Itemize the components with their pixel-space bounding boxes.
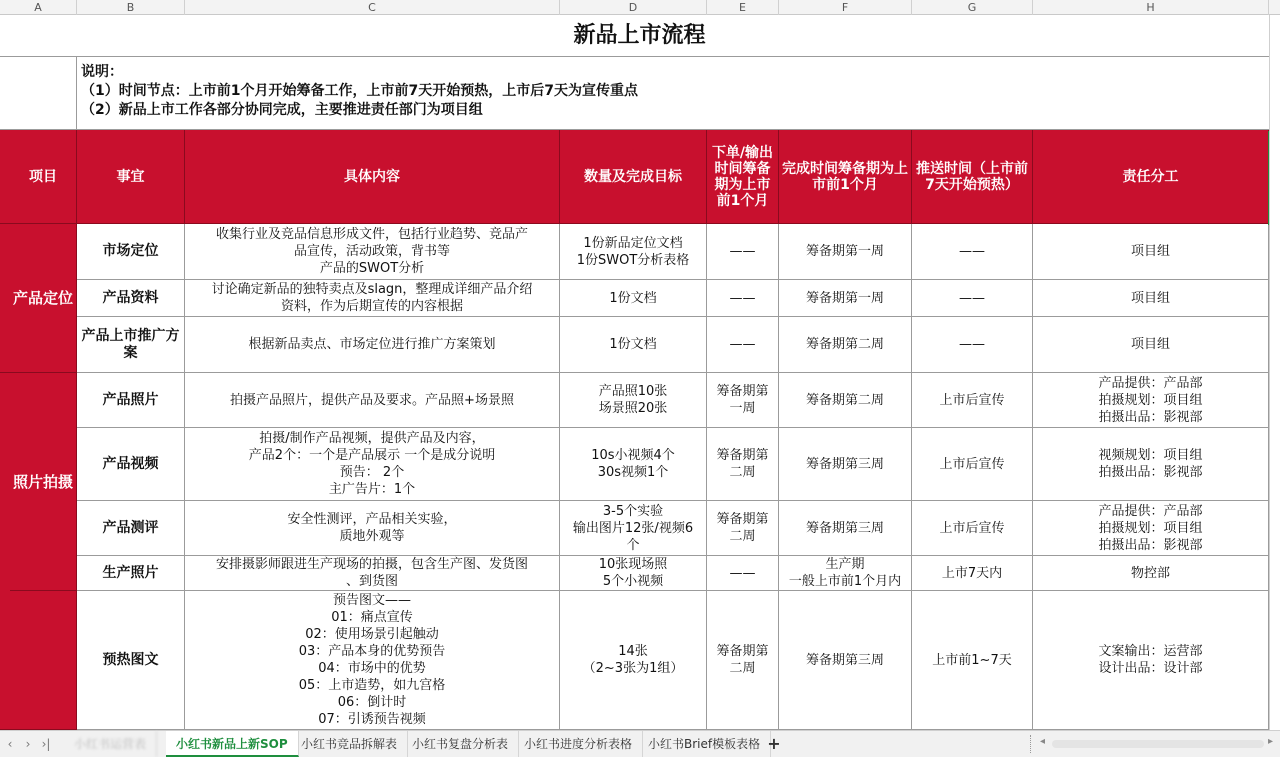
complete-time-cell[interactable] (779, 591, 912, 730)
target-cell-text: 30s视频1个 (597, 465, 669, 480)
content-cell-text: 讨论确定新品的独特卖点及slagn，整理成详细产品介绍 (211, 282, 533, 297)
order-time-cell[interactable] (707, 373, 779, 428)
column-header-bar (0, 0, 1280, 15)
content-cell-text: 品宣传，活动政策，背书等 (293, 244, 450, 259)
complete-time-cell[interactable] (779, 501, 912, 556)
content-cell-text: 01：痛点宣传 (331, 610, 413, 625)
tab-xhs-new-product-sop[interactable]: 小红书新品上新SOP (166, 731, 299, 757)
category-blank[interactable] (10, 591, 77, 730)
push-time-cell[interactable] (912, 428, 1033, 501)
matter-cell[interactable] (77, 373, 185, 428)
push-time-cell-text: 上市后宣传 (939, 392, 1005, 408)
target-cell-text: 1份文档 (609, 290, 657, 306)
header-owner[interactable]: 责任分工 (1033, 130, 1269, 224)
matter-cell-text: 预热图文 (102, 651, 159, 668)
sheet-right-edge (1269, 15, 1280, 730)
push-time-cell-text: 上市7天内 (941, 565, 1003, 581)
header-matter[interactable]: 事宜 (77, 130, 185, 224)
content-cell-text: 拍摄/制作产品视频，提供产品及内容， (259, 431, 485, 446)
complete-time-cell[interactable] (779, 428, 912, 501)
content-cell[interactable] (185, 317, 560, 373)
complete-time-cell[interactable] (779, 556, 912, 591)
content-cell[interactable] (185, 556, 560, 591)
content-cell-text: 产品的SWOT分析 (319, 261, 425, 276)
content-cell-text: 07：引诱预告视频 (318, 712, 426, 727)
content-cell-text: 02：使用场景引起触动 (305, 627, 439, 642)
header-target[interactable]: 数量及完成目标 (560, 130, 707, 224)
owner-cell[interactable] (1033, 501, 1269, 556)
content-cell-text: 05：上市造势，如九宫格 (298, 678, 446, 693)
target-cell-text: 1份新品定位文档 (583, 235, 683, 251)
scrollbar-track[interactable] (1052, 740, 1264, 748)
column-header-g[interactable]: G (912, 0, 1033, 15)
owner-cell[interactable] (1033, 317, 1269, 373)
order-time-cell-text: 筹备期第 (716, 512, 769, 527)
owner-cell[interactable] (1033, 591, 1269, 730)
target-cell[interactable] (560, 501, 707, 556)
target-cell[interactable] (560, 373, 707, 428)
push-time-cell-text: 上市后宣传 (939, 456, 1005, 472)
owner-cell[interactable] (1033, 280, 1269, 317)
push-time-cell[interactable] (912, 373, 1033, 428)
target-cell[interactable] (560, 428, 707, 501)
content-cell[interactable] (185, 501, 560, 556)
order-time-cell-text: 二周 (729, 529, 756, 544)
scroll-right-icon[interactable]: ▸ (1268, 736, 1274, 747)
content-cell-text: 预告： 2个 (339, 465, 405, 480)
owner-cell-text: 设计出品：设计部 (1098, 661, 1203, 676)
target-cell-text: 10s小视频4个 (591, 448, 675, 463)
target-cell-text: （2~3张为1组） (582, 661, 684, 676)
order-time-cell-text: —— (729, 244, 756, 259)
matter-cell-text: 生产照片 (102, 564, 159, 581)
content-cell-text: 质地外观等 (339, 529, 405, 544)
owner-cell-text: 拍摄出品：影视部 (1098, 409, 1203, 425)
content-cell-text: 、到货图 (345, 574, 398, 589)
complete-time-cell-text: 筹备期第三周 (805, 520, 884, 536)
content-cell[interactable] (185, 428, 560, 501)
sheet-title[interactable]: 新品上市流程 (10, 15, 1269, 57)
matter-cell[interactable] (77, 501, 185, 556)
push-time-cell-text: —— (959, 337, 985, 352)
owner-cell-text: 项目组 (1130, 290, 1170, 306)
notes-line-2: （2）新品上市工作各部分协同完成，主要推进责任部门为项目组 (81, 102, 483, 118)
content-cell-text: 拍摄产品照片，提供产品及要求。产品照+场景照 (230, 392, 514, 408)
target-cell-text: 产品照10张 (598, 384, 668, 399)
matter-cell-text: 产品资料 (102, 289, 159, 306)
category-gutter (0, 224, 10, 373)
target-cell-text: 14张 (618, 644, 648, 659)
target-cell[interactable] (560, 317, 707, 373)
matter-cell-text: 产品照片 (102, 391, 159, 408)
matter-cell-text: 产品测评 (102, 519, 159, 536)
header-content[interactable]: 具体内容 (185, 130, 560, 224)
matter-cell-text: 市场定位 (102, 243, 159, 259)
tab-nav-next-button[interactable]: › (25, 737, 31, 751)
scroll-left-icon[interactable]: ◂ (1040, 736, 1046, 747)
order-time-cell[interactable] (707, 591, 779, 730)
header-project[interactable]: 项目 (10, 130, 77, 224)
push-time-cell[interactable] (912, 224, 1033, 280)
content-cell[interactable] (185, 591, 560, 730)
tab-xhs-competitor-breakdown[interactable]: 小红书竞品拆解表 (291, 731, 408, 757)
content-cell-text: 资料，作为后期宣传的内容根据 (280, 299, 463, 314)
owner-cell[interactable] (1033, 556, 1269, 591)
owner-cell-text: 拍摄规划：项目组 (1098, 392, 1203, 408)
matter-cell-text: 产品视频 (102, 455, 159, 472)
complete-time-cell[interactable] (779, 280, 912, 317)
complete-time-cell-text: 筹备期第三周 (805, 652, 884, 668)
order-time-cell-text: 二周 (729, 465, 756, 480)
owner-cell-text: 项目组 (1130, 244, 1170, 259)
order-time-cell-text: 筹备期第 (716, 448, 769, 463)
complete-time-cell-text: 筹备期第二周 (805, 392, 884, 408)
content-cell[interactable] (185, 280, 560, 317)
target-cell[interactable] (560, 280, 707, 317)
tab-separator (1030, 735, 1031, 753)
header-order-time[interactable]: 下单/输出时间筹备期为上市前1个月 (707, 130, 779, 224)
notes-heading: 说明： (81, 64, 123, 80)
target-cell-text: 10张现场照 (598, 557, 668, 572)
column-header-f[interactable]: F (779, 0, 912, 15)
tab-xhs-operation[interactable]: 小红书运营表 (64, 731, 157, 757)
push-time-cell[interactable] (912, 556, 1033, 591)
tab-xhs-review-analysis[interactable]: 小红书复盘分析表 (402, 731, 519, 757)
column-header-e[interactable]: E (707, 0, 779, 15)
matter-cell[interactable] (77, 591, 185, 730)
matter-cell-text: 产品上市推广方案 (81, 327, 180, 361)
target-cell-text: 个 (626, 537, 640, 553)
complete-time-cell-text: 筹备期第三周 (805, 456, 884, 472)
order-time-cell[interactable] (707, 428, 779, 501)
matter-cell[interactable] (77, 280, 185, 317)
complete-time-cell-text: 一般上市前1个月内 (788, 574, 902, 589)
target-cell-text: 1份SWOT分析表格 (576, 252, 690, 268)
complete-time-cell-text: 筹备期第一周 (805, 244, 884, 259)
target-cell-text: 5个小视频 (602, 574, 664, 589)
add-sheet-icon[interactable]: + (767, 734, 781, 753)
column-header-d[interactable]: D (560, 0, 707, 15)
order-time-cell[interactable] (707, 280, 779, 317)
owner-cell[interactable] (1033, 373, 1269, 428)
target-cell[interactable] (560, 591, 707, 730)
order-time-cell[interactable] (707, 317, 779, 373)
target-cell[interactable] (560, 224, 707, 280)
matter-cell[interactable] (77, 428, 185, 501)
owner-cell-text: 产品提供：产品部 (1098, 503, 1203, 519)
owner-cell-text: 拍摄出品：影视部 (1098, 465, 1203, 480)
owner-cell-text: 拍摄规划：项目组 (1098, 520, 1203, 536)
complete-time-cell-text: 生产期 (825, 557, 865, 572)
owner-cell-text: 产品提供：产品部 (1098, 375, 1203, 391)
content-cell[interactable] (185, 373, 560, 428)
push-time-cell-text: 上市后宣传 (939, 520, 1005, 536)
tab-nav-prev-button[interactable]: ‹ (7, 737, 13, 751)
order-time-cell-text: —— (729, 337, 756, 352)
header-gutter (0, 130, 10, 224)
push-time-cell[interactable] (912, 591, 1033, 730)
owner-cell-text: 项目组 (1130, 337, 1170, 352)
target-cell-text: 1份文档 (609, 337, 657, 352)
notes-line-1: （1）时间节点：上市前1个月开始筹备工作，上市前7天开始预热，上市后7天为宣传重点 (81, 83, 638, 99)
content-cell-text: 主广告片：1个 (328, 482, 416, 497)
owner-cell[interactable] (1033, 224, 1269, 280)
content-cell-text: 04：市场中的优势 (318, 661, 426, 676)
order-time-cell-text: 二周 (729, 661, 756, 676)
matter-cell[interactable] (77, 317, 185, 373)
column-header-a[interactable]: A (0, 0, 77, 15)
notes-cell[interactable] (77, 57, 1269, 130)
sheet-tab-bar (0, 730, 1280, 757)
content-cell-text: 产品2个：一个是产品展示 一个是成分说明 (248, 448, 496, 463)
matter-cell[interactable] (77, 556, 185, 591)
complete-time-cell[interactable] (779, 224, 912, 280)
order-time-cell-text: 筹备期第 (716, 644, 769, 659)
target-cell-text: 场景照20张 (598, 401, 668, 416)
owner-cell-text: 物控部 (1130, 565, 1170, 581)
order-time-cell-text: —— (729, 290, 756, 306)
column-header-b[interactable]: B (77, 0, 185, 15)
spreadsheet-grid[interactable] (0, 15, 1280, 730)
row-gutter (0, 15, 10, 57)
order-time-cell-text: —— (729, 565, 756, 581)
header-complete-time[interactable]: 完成时间筹备期为上市前1个月 (779, 130, 912, 224)
target-cell-text: 输出图片12张/视频6 (572, 520, 694, 536)
push-time-cell[interactable] (912, 280, 1033, 317)
content-cell[interactable] (185, 224, 560, 280)
push-time-cell-text: 上市前1~7天 (932, 652, 1012, 668)
tab-xhs-progress-analysis[interactable]: 小红书进度分析表格 (514, 731, 643, 757)
owner-cell-text: 视频规划：项目组 (1098, 448, 1203, 463)
category-gutter (0, 373, 10, 730)
content-cell-text: 06：倒计时 (337, 695, 407, 710)
tab-nav-last-button[interactable]: ›| (41, 737, 51, 751)
complete-time-cell[interactable] (779, 317, 912, 373)
owner-cell[interactable] (1033, 428, 1269, 501)
content-cell-text: 03：产品本身的优势预告 (298, 644, 446, 659)
content-cell-text: 安排摄影师跟进生产现场的拍摄，包含生产图、发货图 (215, 557, 528, 572)
complete-time-cell-text: 筹备期第一周 (805, 290, 884, 306)
tab-xhs-brief-template[interactable]: 小红书Brief模板表格 (638, 731, 771, 757)
owner-cell-text: 拍摄出品：影视部 (1098, 537, 1203, 553)
category-product-positioning[interactable]: 产品定位 (10, 224, 77, 373)
push-time-cell[interactable] (912, 317, 1033, 373)
order-time-cell[interactable] (707, 224, 779, 280)
push-time-cell[interactable] (912, 501, 1033, 556)
category-photo-shooting[interactable]: 照片拍摄 (10, 373, 77, 591)
column-header-c[interactable]: C (185, 0, 560, 15)
complete-time-cell-text: 筹备期第二周 (805, 337, 884, 352)
header-push-time[interactable]: 推送时间（上市前7天开始预热） (912, 130, 1033, 224)
push-time-cell-text: —— (959, 290, 985, 306)
order-time-cell[interactable] (707, 556, 779, 591)
push-time-cell-text: —— (959, 244, 985, 259)
column-header-h[interactable]: H (1033, 0, 1269, 15)
horizontal-scrollbar[interactable] (1040, 736, 1276, 749)
content-cell-text: 收集行业及竞品信息形成文件，包括行业趋势、竞品产 (215, 227, 528, 242)
content-cell-text: 安全性测评，产品相关实验， (287, 512, 457, 527)
target-cell[interactable] (560, 556, 707, 591)
content-cell-text: 根据新品卖点、市场定位进行推广方案策划 (248, 337, 496, 352)
owner-cell-text: 文案输出：运营部 (1098, 644, 1203, 659)
target-cell-text: 3-5个实验 (602, 503, 664, 519)
matter-cell[interactable] (77, 224, 185, 280)
order-time-cell[interactable] (707, 501, 779, 556)
notes-blank-cell[interactable] (0, 57, 77, 130)
content-cell-text: 预告图文—— (332, 593, 411, 608)
order-time-cell-text: 筹备期第 (716, 384, 769, 399)
order-time-cell-text: 一周 (729, 401, 756, 416)
complete-time-cell[interactable] (779, 373, 912, 428)
